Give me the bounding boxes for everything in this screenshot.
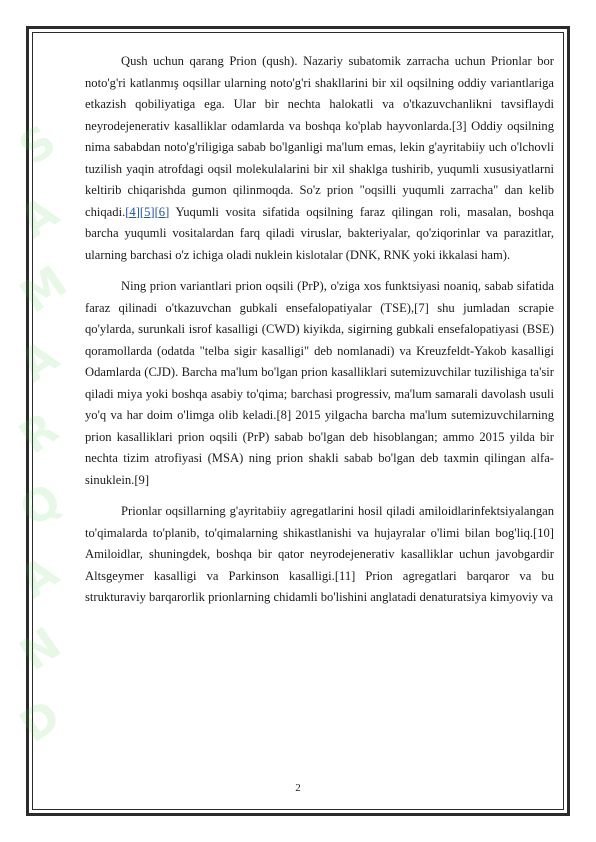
watermark-letter: Q: [10, 473, 71, 538]
watermark-letter: A: [10, 186, 68, 249]
page-number: 2: [295, 782, 301, 794]
paragraph-2: Ning prion variantlari prion oqsili (PrP), o'ziga xos funktsiyasi noaniq, sabab sifatida faraz qilinadi o'tkazuvchan gubkali ensefalopatiyalar (TSE),[7] shu jumladan scrapie qo'ylarda, surunkali isrof kasalligi (CWD) kiyikda, sigirning gubkali ensefalopatiyasi (BSE) qoramollarda (odatda "telba sigir kasalligi" deb nomlanadi) va Kreuzfeldt-Yakob kasalligi Odamlarda (CJD). Barcha ma'lum bo'lgan prion kasalliklari sutemizuvchilar tuzilishiga ta'sir qiladi miya yoki boshqa asabiy to'qima; barchasi progressiv, ma'lum samarali davolash usuli yo'q va har doim o'limga olib keladi.[8] 2015 yilgacha barcha ma'lum sutemizuvchilarning prion kasalliklari prion oqsili (PrP) sabab bo'lgan deb hisoblangan; ammo 2015 yilda bir nechta tizim atrofiyasi (MSA) ning prion shakli sabab bo'lgan deb taxmin qilingan alfa-sinuklein.[9]: [85, 279, 554, 487]
document-body: [85, 51, 554, 609]
watermark-letter: A: [10, 330, 68, 393]
watermark-letter: A: [10, 546, 68, 609]
watermark-letter: N: [10, 618, 71, 681]
paragraph-1-text: Qush uchun qarang Prion (qush). Nazariy subatomik zarracha uchun Prionlar bor noto'g'ri katlanmış oqsillar ularning noto'g'ri shakllarini bir xil oqsilning oddiy variantlariga etkazish qobiliyatiga ega. Ular bir nechta halokatli va o'tkazuvchanlikni tavsiflaydi neyrodejenerativ kasalliklar odamlarda va boshqa ko'plab hayvonlarda.[3] Oddiy oqsilning nima sababdan noto'g'riligiga sabab bo'lganligi ma'lum emas, lekin g'ayritabiiy uch o'lchovli tuzilish yaqin atrofdagi oqsil molekulalarini bir xil shaklga tushirib, yuqumli xususiyatlarni keltirib chiqarishda gumon qilinmoqda. So'z prion "oqsilli yuqumli zarracha" dan kelib chiqadi.: [85, 54, 554, 219]
watermark-letter: M: [11, 256, 77, 323]
watermark-letter: R: [10, 402, 68, 465]
watermark-letter: D: [10, 690, 70, 753]
paragraph-1: [85, 51, 554, 266]
paragraph-1-text-continued: Yuqumli vosita sifatida oqsilning faraz qilingan roli, masalan, boshqa barcha yuqumli vositalardan farq qiladi viruslar, bakteriyalar, qo'ziqorinlar va parazitlar, ularning barchasi o'z ichiga oladi nuklein kislotalar (DNK, RNK yoki ikkalasi ham).: [85, 204, 554, 262]
paragraph-3: Prionlar oqsillarning g'ayritabiiy agregatlarini hosil qiladi amiloidlarinfektsiyalangan to'qimalarda to'planib, to'qimalarning shikastlanishi va hujayralar o'limi bilan bog'liq.[10] Amiloidlar, shuningdek, boshqa bir qator neyrodejenerativ kasalliklar uchun javobgardir Altsgeymer kasalligi va Parkinson kasalligi.[11] Prion agregatlari barqaror va bu strukturaviy barqarorlik prionlarning chidamli bo'lishini anglatadi denaturatsiya kimyoviy va: [85, 504, 554, 604]
citation-link[interactable]: [4][5][6]: [125, 204, 170, 219]
watermark-letter: S: [10, 115, 66, 176]
